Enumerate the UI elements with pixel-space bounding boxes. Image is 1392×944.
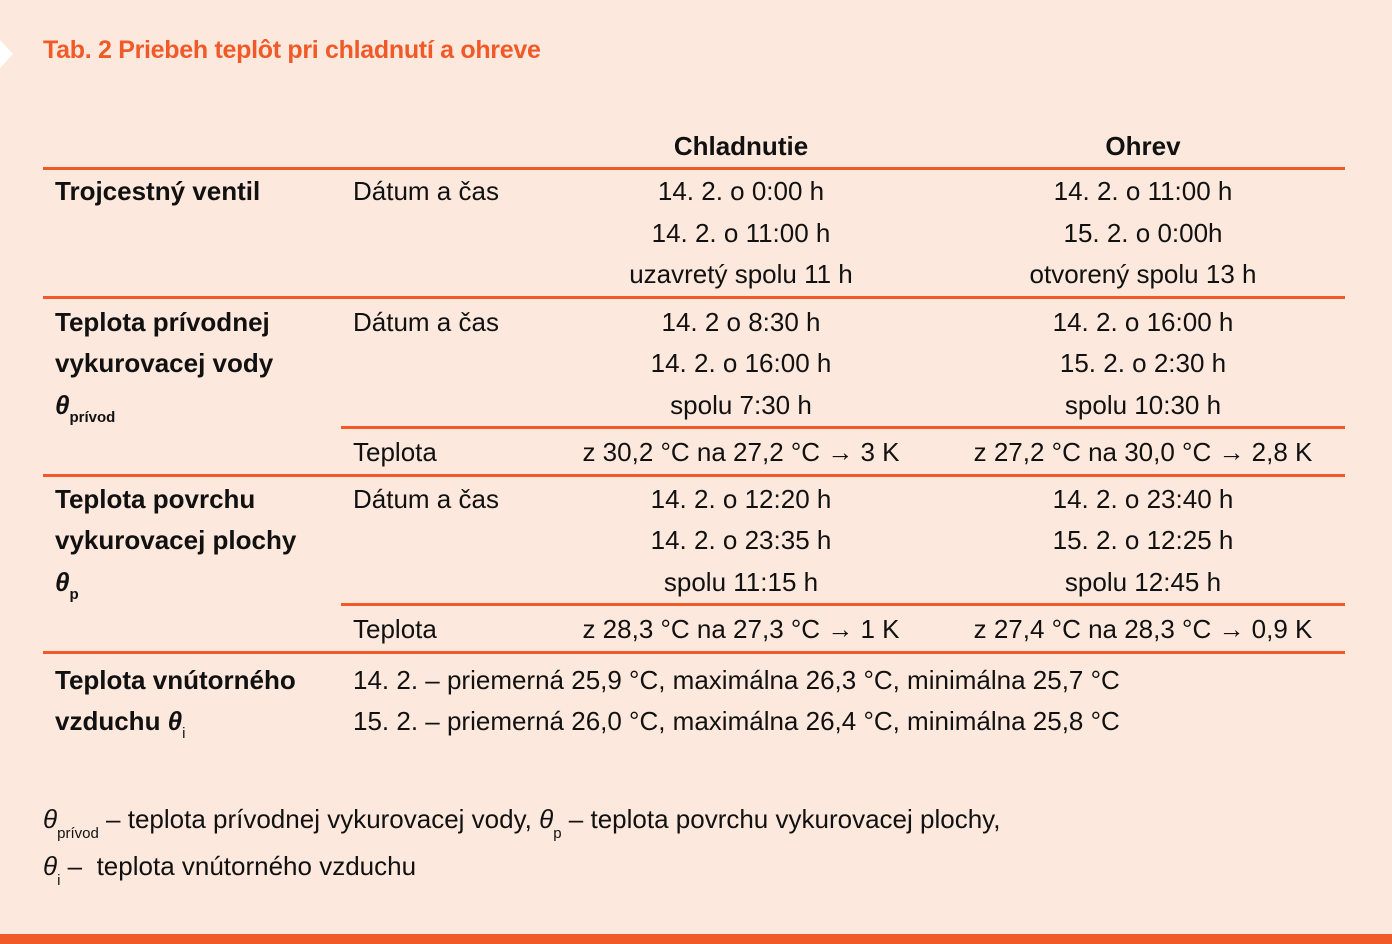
cell-ohrev (941, 302, 1345, 427)
theta-symbol: θ (55, 566, 70, 597)
value-line: spolu 12:45 h (1064, 566, 1222, 597)
sub-label: Dátum a čas (353, 483, 499, 514)
cell-ohrev (941, 171, 1345, 296)
table-header (43, 125, 1345, 167)
temp-value: z 27,2 °C na 30,0 °C → 2,8 K (973, 437, 1313, 467)
value-line: 14. 2. o 23:35 h (650, 525, 832, 555)
bottom-accent-bar (0, 934, 1392, 944)
empty-cell (43, 432, 341, 474)
value-line: 14. 2. o 11:00 h (1053, 176, 1233, 206)
cell-chladnutie (541, 171, 941, 296)
value-line: 14. 2. o 12:20 h (650, 483, 832, 514)
sub-label-cell (341, 171, 541, 296)
label-text: vzduchu (55, 706, 168, 736)
empty-cell (43, 609, 341, 651)
cell-chladnutie (541, 479, 941, 604)
row-label-cell (43, 479, 341, 604)
legend-text: – teplota vnútorného vzduchu (60, 851, 417, 881)
vzduch-values (341, 660, 1345, 743)
legend-text: – teplota povrchu vykurovacej plochy, (561, 804, 1001, 834)
theta-symbol: θ (539, 804, 554, 834)
sub-label: Teplota (353, 437, 437, 467)
legend-line-2 (43, 845, 1000, 892)
sub-label: Dátum a čas (353, 306, 499, 337)
value-line: 14. 2. o 16:00 h (1052, 306, 1234, 337)
table-row-povrch-temp (43, 606, 1345, 651)
cell-chladnutie (541, 432, 941, 474)
sub-label: Dátum a čas (353, 176, 499, 206)
sub-label-cell (341, 609, 541, 651)
table-row-ventil (43, 170, 1345, 296)
value-line: 14. 2. – priemerná 25,9 °C, maximálna 26,3 °C, minimálna 25,7 °C (353, 664, 1120, 695)
theta-subscript: prívod (57, 825, 99, 842)
sub-label-cell (341, 479, 541, 604)
table-row-privod-temp (43, 429, 1345, 474)
value-line: spolu 7:30 h (670, 389, 812, 420)
sub-label: Teplota (353, 614, 437, 644)
row-label: Trojcestný ventil (55, 176, 261, 206)
cell-chladnutie (541, 609, 941, 651)
value-line: 15. 2. o 0:00h (1063, 217, 1223, 248)
theta-subscript: i (57, 872, 61, 889)
row-label-cell (43, 302, 341, 427)
theta-symbol: θ (43, 851, 58, 881)
value-line: uzavretý spolu 11 h (629, 259, 853, 289)
theta-subscript: p (553, 825, 562, 842)
sub-area (341, 302, 541, 427)
row-label-line: Teplota prívodnej (55, 306, 270, 337)
symbol-line (55, 562, 341, 604)
value-line: 14. 2 o 8:30 h (661, 306, 821, 337)
cell-chladnutie (541, 302, 941, 427)
value-line: 15. 2. o 12:25 h (1052, 525, 1234, 555)
row-label-cell (43, 660, 341, 743)
theta-subscript: i (182, 725, 186, 742)
data-table (43, 125, 1345, 743)
value-line: otvorený spolu 13 h (1029, 259, 1257, 289)
row-label-line: Teplota povrchu (55, 483, 256, 514)
value-line: spolu 10:30 h (1064, 389, 1222, 420)
cell-ohrev (941, 432, 1345, 474)
value-line: 14. 2. o 23:40 h (1052, 483, 1234, 514)
legend-text: – teplota prívodnej vykurovacej vody, (98, 804, 540, 834)
temp-value: z 27,4 °C na 28,3 °C → 0,9 K (973, 614, 1313, 644)
header-chladnutie: Chladnutie (673, 131, 809, 161)
legend (43, 798, 1000, 892)
value-line: 14. 2. o 11:00 h (651, 217, 831, 248)
table-row-povrch (43, 477, 1345, 604)
legend-line-1 (43, 798, 1000, 845)
row-label-line (55, 701, 341, 743)
row-label-cell (43, 171, 341, 296)
table-title: Tab. 2 Priebeh teplôt pri chladnutí a ohreve (43, 36, 541, 64)
value-line: spolu 11:15 h (663, 566, 819, 597)
table-row-privod (43, 299, 1345, 427)
row-label-line: vykurovacej plochy (55, 525, 297, 555)
arrow-marker-icon (0, 40, 13, 68)
cell-ohrev (941, 479, 1345, 604)
temp-value: z 30,2 °C na 27,2 °C → 3 K (582, 437, 900, 467)
theta-symbol: θ (167, 706, 183, 736)
cell-ohrev (941, 609, 1345, 651)
table-row-vzduch (43, 654, 1345, 743)
value-line: 15. 2. – priemerná 26,0 °C, maximálna 26,4 °C, minimálna 25,8 °C (353, 706, 1120, 736)
symbol-line (55, 385, 341, 427)
theta-symbol: θ (55, 389, 70, 420)
sub-label-cell (341, 302, 541, 344)
theta-subscript: prívod (69, 408, 116, 426)
sub-label-cell (341, 432, 541, 474)
value-line: 14. 2. o 16:00 h (650, 348, 832, 378)
theta-symbol: θ (43, 804, 58, 834)
value-line: 14. 2. o 0:00 h (657, 176, 825, 206)
row-label-line: Teplota vnútorného (55, 664, 296, 695)
header-cell-empty-1 (43, 125, 341, 167)
theta-subscript: p (69, 585, 79, 603)
header-cell-empty-2 (341, 125, 541, 167)
temp-value: z 28,3 °C na 27,3 °C → 1 K (582, 614, 900, 644)
header-ohrev: Ohrev (1105, 131, 1181, 161)
row-label-line: vykurovacej vody (55, 348, 274, 378)
value-line: 15. 2. o 2:30 h (1059, 348, 1227, 378)
